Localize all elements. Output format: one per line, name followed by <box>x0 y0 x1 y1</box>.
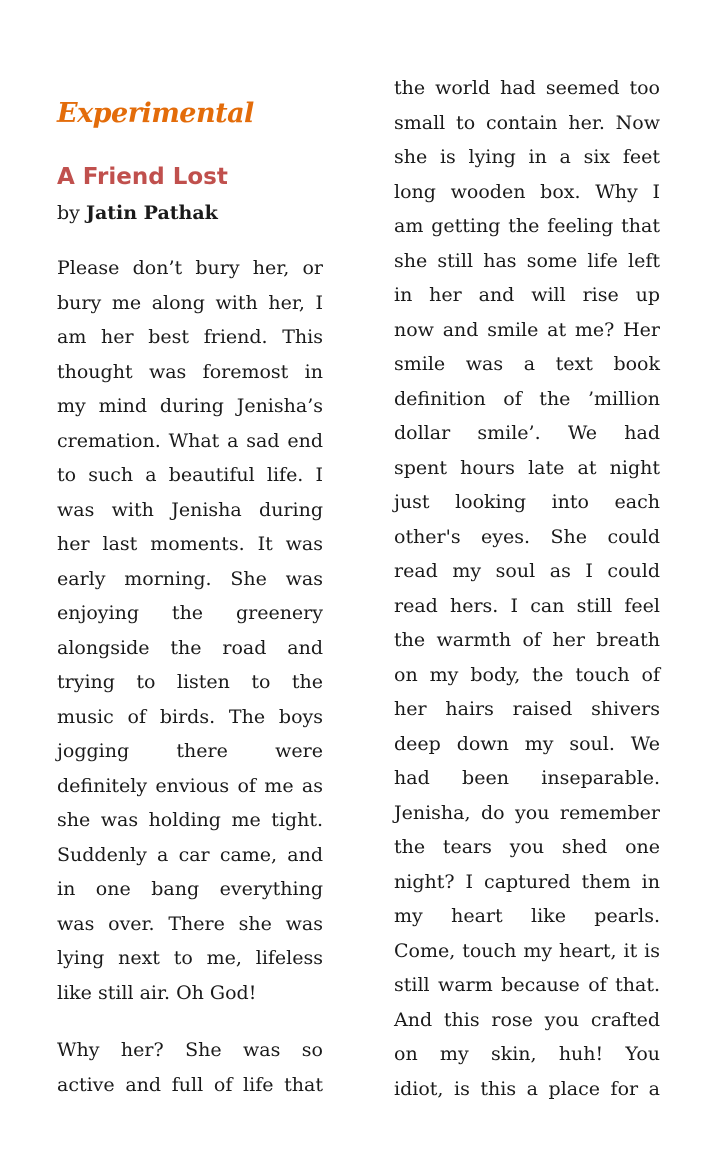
text-line: lying next to me, lifeless <box>57 947 323 969</box>
text-line: enjoying the greenery <box>57 602 323 624</box>
right-column-text <box>394 71 660 1106</box>
text-line: night? I captured them in <box>394 870 660 893</box>
text-line: jogging there were <box>57 740 323 762</box>
text-line: long wooden box. Why I <box>394 180 660 203</box>
text-line: on my body, the touch of <box>394 663 660 686</box>
text-line: had been inseparable. <box>394 767 660 789</box>
text-line: smile was a text book <box>394 353 660 375</box>
text-line: the tears you shed one <box>394 836 660 858</box>
text-line: And this rose you crafted <box>394 1008 660 1031</box>
text-line: active and full of life that <box>57 1073 323 1096</box>
byline <box>57 196 323 230</box>
article-title: A Friend Lost <box>57 164 228 190</box>
text-line: Come, touch my heart, it is <box>394 939 660 962</box>
text-line: she was holding me tight. <box>57 809 323 831</box>
text-line: still warm because of that. <box>394 974 660 996</box>
text-line: on my skin, huh! You <box>394 1043 660 1065</box>
text-line: dollar smile’. We had <box>394 422 660 444</box>
text-line: definitely envious of me as <box>57 774 323 797</box>
text-line: she is lying in a six feet <box>394 146 660 168</box>
text-line: thought was foremost in <box>57 360 323 383</box>
text-line: just looking into each <box>394 491 660 513</box>
text-line: my mind during Jenisha’s <box>57 395 323 417</box>
text-line: cremation. What a sad end <box>57 429 323 452</box>
text-line: Why her? She was so <box>57 1039 323 1061</box>
section-label: Experimental <box>57 98 254 129</box>
text-line: early morning. She was <box>57 567 323 590</box>
text-line: like still air. Oh God! <box>57 981 257 1004</box>
byline-prefix: by <box>57 202 80 224</box>
text-line: idiot, is this a place for a <box>394 1077 660 1100</box>
text-line: she still has some life left <box>394 249 660 272</box>
text-line: trying to listen to the <box>57 671 323 693</box>
text-line: her last moments. It was <box>57 533 323 555</box>
text-line: deep down my soul. We <box>394 732 660 755</box>
text-line: Suddenly a car came, and <box>57 843 323 866</box>
text-line: read hers. I can still feel <box>394 594 660 617</box>
text-line: bury me along with her, I <box>57 291 323 314</box>
text-line: now and smile at me? Her <box>394 318 660 341</box>
text-line: the world had seemed too <box>394 77 660 99</box>
text-line: read my soul as I could <box>394 560 660 582</box>
text-line: in her and will rise up <box>394 284 660 306</box>
text-line: am getting the feeling that <box>394 215 660 237</box>
text-line: in one bang everything <box>57 878 323 900</box>
text-line: Please don’t bury her, or <box>57 257 323 279</box>
text-line: definition of the ’million <box>394 387 660 410</box>
text-line: small to contain her. Now <box>394 111 660 134</box>
text-line: am her best friend. This <box>57 326 323 348</box>
left-column-paragraph-1 <box>57 251 323 1010</box>
text-line: Jenisha, do you remember <box>394 801 660 824</box>
text-line: other's eyes. She could <box>394 525 660 548</box>
text-line: music of birds. The boys <box>57 705 323 728</box>
text-line: spent hours late at night <box>394 456 660 479</box>
text-line: was over. There she was <box>57 912 323 935</box>
text-line: to such a beautiful life. I <box>57 464 323 486</box>
text-line: my heart like pearls. <box>394 905 660 927</box>
byline-author: Jatin Pathak <box>85 202 218 224</box>
text-line: her hairs raised shivers <box>394 698 660 720</box>
text-line: alongside the road and <box>57 636 323 659</box>
left-column-paragraph-2 <box>57 1033 323 1102</box>
text-line: the warmth of her breath <box>394 629 660 651</box>
text-line: was with Jenisha during <box>57 498 323 521</box>
